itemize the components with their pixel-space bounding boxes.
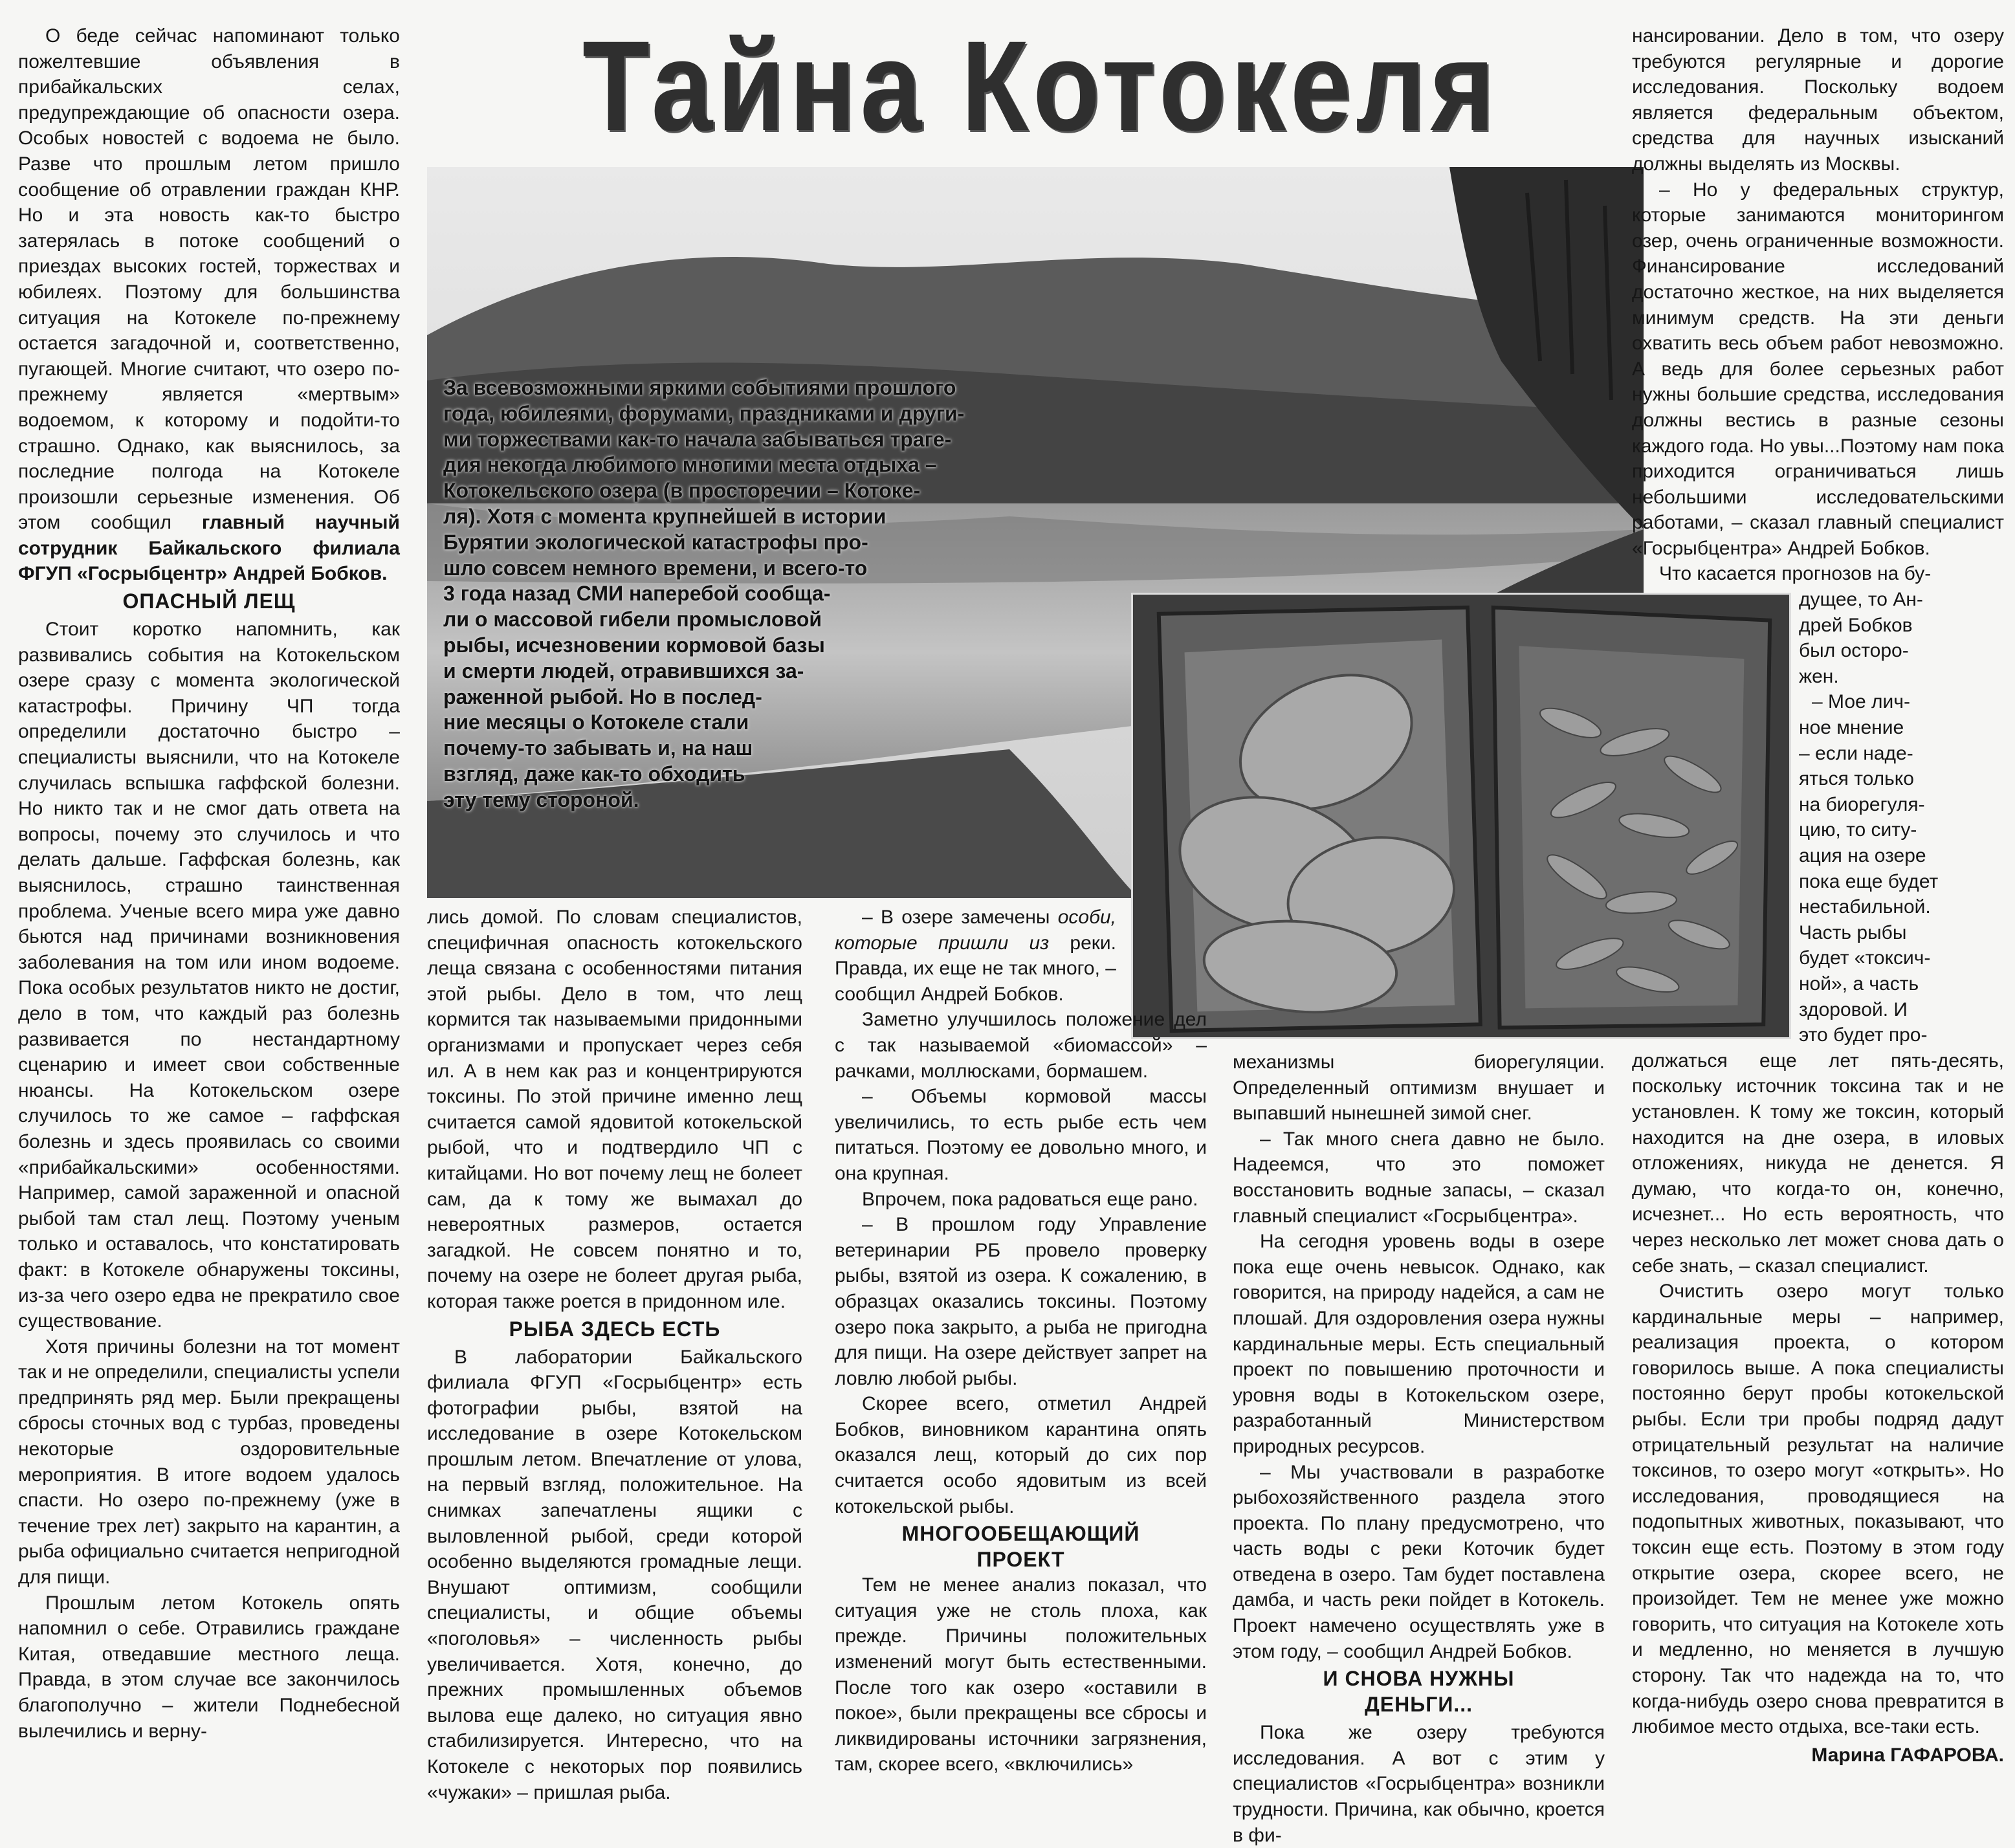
paragraph-text: реки. Правда, их еще не так много, – сообщил Андрей Бобков. [835,932,1116,1005]
section-heading: ОПАСНЫЙ ЛЕЩ [122,589,296,613]
paragraph-line: нестабильной. [1799,896,1931,918]
paragraph: лись домой. По словам специалистов, специфичная опасность котокельского леща связана с особенностями питания этой рыбы. Дело в том, что лещ кормится так называемыми придонными организмами и пропускает через себя ил. А в нем как раз и концентрируются токсины. По этой причине именно лещ считается самой ядовитой котокельской рыбой, что и подтвердило ЧП с китайцами. Но вот почему лещ не болеет сам, да к тому же вымахал до невероятных размеров, остается загадкой. Не совсем понятно и то, почему на озере не болеет другая рыба, которая также роется в придонном иле. [427,907,802,1312]
paragraph [18,23,400,587]
paragraph: Стоит коротко напомнить, как развивались события на Котокельском озере сразу с момента экологической катастрофы. Причину ЧП тогда определили достаточно быстро – специалисты выяснили, что на Котокеле случилась вспышка гаффской болезни. Но никто так и не смог дать ответа на вопросы, почему это случилось и что делать дальше. Гаффская болезнь, как выяснилось, страшно таинственная проблема. Ученые всего мира уже давно бьются над причинами возникновения заболевания на том или ином водоеме. Пока особых результатов никто не достиг, дело в том, что каждый раз болезнь развивается по нестандартному сценарию и имеет свои собственные нюансы. На Котокельском озере случилось то же самое – гаффская болезнь и здесь проявилась со своими «прибайкальскими» особенностями. Например, самой зараженной и опасной рыбой там стал лещ. Поэтому ученым только и оставалось, что констатировать факт: в Котокеле обнаружены токсины, из-за чего озеро едва не прекратило свое существование. [18,619,400,1332]
paragraph-line: дущее, то Ан- [1799,589,1923,611]
section-heading: РЫБА ЗДЕСЬ ЕСТЬ [509,1317,721,1341]
author-signature: Марина ГАФАРОВА. [1811,1744,2004,1766]
paragraph-line: Часть рыбы [1799,921,1907,943]
article-column-1 [18,23,400,1744]
paragraph: Прошлым летом Котокель опять напомнил о себе. Отравились граждане Китая, отведавшие местного леща. Правда, в этом случае все закончилось благополучно – жители Поднебесной вылечились и верну- [18,1592,400,1742]
paragraph-line: – если наде- [1799,742,1913,764]
section-heading-line: ДЕНЬГИ... [1364,1693,1473,1717]
paragraph: механизмы биорегуляции. Определенный оптимизм внушает и выпавший нынешней зимой снег. [1233,1051,1605,1125]
paragraph-line: был осторо- [1799,640,1909,662]
paragraph-line: на биорегуля- [1799,793,1925,815]
article-column-2 [427,905,802,1805]
paragraph: – Так много снега давно не было. Надеемся, что это поможет восстановить водные запасы, – сказал главный специалист «Госрыбцентра». [1233,1128,1605,1227]
paragraph-line: яться только [1799,768,1914,790]
lead-line: и смерти людей, отравившихся за- [443,659,804,683]
paragraph: Пока же озеру требуются исследования. А вот с этим у специалистов «Госрыбцентра» возникли трудности. Причина, как обычно, кроется в фи- [1233,1722,1605,1846]
paragraph-line: ное мнение [1799,717,1904,739]
lead-line: рыбы, исчезновении кормовой базы [443,633,825,657]
paragraph-wrapped [1632,689,2004,1048]
paragraph: Тем не менее анализ показал, что ситуация уже не столь плоха, как прежде. Причины положительных изменений могут быть естественными. После того как озеро «оставили в покое», были прекращены все сбросы и ликвидированы источники загрязнения, там, скорее всего, «включились» [835,1574,1207,1776]
paragraph-line: ной», а часть [1799,973,1919,995]
paragraph-line: это будет про- [1799,1024,1928,1046]
paragraph: В лаборатории Байкальского филиала ФГУП «Госрыбцентр» есть фотографии рыбы, взятой на исследование в озере Котокельском прошлым летом. Впечатление от улова, на первый взгляд, положительное. На снимках запечатлены ящики с выловленной рыбой, среди которой особенно выделяются громадные лещи. Внушают оптимизм, сообщили специалисты, и общие объемы «поголовья» – численность рыбы увеличивается. Хотя, конечно, до прежних промышленных объемов вылова еще далеко, но ситуация явно стабилизируется. Интересно, что на Котокеле с некоторых пор появились «чужаки» – пришлая рыба. [427,1346,802,1803]
paragraph: – Объемы кормовой массы увеличились, то есть рыбе есть чем питаться. Поэтому ее довольно много, и она крупная. [835,1086,1207,1184]
article-column-5 [1632,23,2004,1768]
paragraph [835,905,1116,1007]
paragraph [1632,561,2004,689]
lead-line: шло совсем немного времени, и всего-то [443,556,868,580]
paragraph-text: О беде сейчас напоминают только пожелтевшие объявления в прибайкальских селах, предупреждающие об опасности озера. Особых новостей с водоема не было. Разве что прошлым летом пришло сообщение об отравлении граждан КНР. Но и эта новость как-то быстро затерялась в потоке сообщений о приездах высоких гостей, торжествах и юбилеях. Поэтому для большинства ситуация на Котокеле по-прежнему остается загадочной и, соответственно, пугающей. Многие считают, что озеро по-прежнему является «мертвым» водоемом, к которому и подойти-то страшно. Однако, как выяснилось, за последние полгода на Котокеле произошли серьезные изменения. Об этом сообщил [18,25,400,534]
section-heading [1233,1666,1605,1717]
paragraph-line: дрей Бобков [1799,614,1913,636]
paragraph: Заметно улучшилось положение дел с так называемой «биомассой» – рачками, моллюсками, бормашем. [835,1009,1207,1082]
paragraph-line: Что касается прогнозов на бу- [1659,563,1932,585]
paragraph: Хотя причины болезни на тот момент так и не определили, специалисты успели предпринять ряд мер. Были прекращены сбросы сточных вод с турбаз, проведены некоторые оздоровительные мероприятия. В итоге водоем удалось спасти. Но озеро по-прежнему (уже в течение трех лет) закрыто на карантин, а рыба официально считается непригодной для пищи. [18,1336,400,1589]
paragraph-italic-text: особи, которые пришли из [835,907,1116,954]
lead-line: почему-то забывать и, на наш [443,736,753,760]
paragraph: – В прошлом году Управление ветеринарии РБ провело проверку рыбы, взятой из озера. К сожалению, в образцах оказались токсины. Поэтому озеро пока закрыто, а рыба не пригодна для пищи. На озере действует запрет на ловлю любой рыбы. [835,1214,1207,1389]
paragraph-line: ация на озере [1799,845,1926,866]
paragraph-line: здоровой. И [1799,998,1908,1020]
lead-line: ние месяцы о Котокеле стали [443,710,749,734]
paragraph: нансировании. Дело в том, что озеру требуются регулярные и дорогие исследования. Поскольку водоем является федеральным объектом, средства для научных изысканий должны выделять из Москвы. [1632,25,2004,175]
lead-line: раженной рыбой. Но в послед- [443,685,762,709]
lead-line: взгляд, даже как-то обходить [443,762,745,786]
lead-line: ля). Хотя с момента крупнейшей в истории [443,504,886,528]
paragraph-line: цию, то ситу- [1799,819,1917,841]
paragraph-line: – Мое лич- [1812,691,1910,713]
section-heading-line: МНОГООБЕЩАЮЩИЙ [901,1522,1140,1546]
paragraph: Очистить озеро могут только кардинальные меры – например, реализация проекта, о котором говорилось выше. А пока специалисты постоянно берут пробы котокельской рыбы. Если три пробы подряд дадут отрицательный результат на наличие токсинов, то озеро могут «открыть». Но исследования, проводящиеся на подопытных животных, показывают, что токсин еще есть. Поэтому в этом году открытие озера, скорее всего, не произойдет. Тем не менее уже можно говорить, что ситуация на Котокеле хоть и медленно, но меняется в лучшую сторону. Так что надежда на то, что когда-нибудь озеро снова превратится в любимое место отдыха, все-таки есть. [1632,1281,2004,1738]
lead-line: года, юбилеями, форумами, праздниками и други- [443,401,965,425]
paragraph-line: будет «токсич- [1799,947,1931,969]
lead-line: Котокельского озера (в просторечии – Котоке- [443,479,921,503]
paragraph-bold-text: главный научный сотрудник Байкальского филиала ФГУП «Госрыбцентр» Андрей Бобков. [18,512,400,585]
article-title: Тайна Котокеля [582,14,1499,157]
paragraph: – Но у федеральных структур, которые занимаются мониторингом озер, очень ограниченные возможности. Финансирование исследований достаточно жесткое, на них выделяется минимум средств. На эти деньги охватить весь объем работ невозможно. А ведь для более серьезных работ нужны большие средства, исследования должны вестись в разные сезоны каждого года. Но увы...Поэтому нам пока приходится ограничиваться лишь небольшими исследовательскими работами, – сказал главный специалист «Госрыбцентра» Андрей Бобков. [1632,179,2004,559]
lead-line: эту тему стороной. [443,787,639,811]
paragraph: Скорее всего, отметил Андрей Бобков, виновником карантина опять оказался лещ, который до сих пор считается особо ядовитым из всей котокельской рыбы. [835,1393,1207,1517]
section-heading [835,1521,1207,1572]
lead-line: дия некогда любимого многими места отдыха – [443,453,937,477]
paragraph-line: жен. [1799,665,1839,687]
paragraph: – Мы участвовали в разработке рыбохозяйственного раздела этого проекта. По плану предусмотрено, что часть воды с реки Коточик будет отведена в озеро. Там будет поставлена дамба, и часть реки пойдет в Котокель. Проект намечено осуществлять уже в этом году, – сообщил Андрей Бобков. [1233,1461,1605,1662]
paragraph-text: – В озере замечены [862,907,1058,928]
section-heading-line: ПРОЕКТ [976,1548,1065,1572]
paragraph: На сегодня уровень воды в озере пока еще очень невысок. Однако, как говорится, на природу надейся, а сам не плошай. Для оздоровления озера нужны кардинальные меры. Есть специальный проект по повышению проточности и уровня воды в Котокельском озере, разработанный Министерством природных ресурсов. [1233,1231,1605,1457]
lead-line: ли о массовой гибели промысловой [443,608,822,632]
paragraph: Впрочем, пока радоваться еще рано. [862,1188,1198,1210]
lead-line: За всевозможными яркими событиями прошлого [443,376,956,399]
lead-line: 3 года назад СМИ наперебой сообща- [443,582,831,606]
lead-paragraph [443,375,1155,813]
article-column-4 [1233,1050,1605,1848]
lead-line: Бурятии экологической катастрофы про- [443,530,868,554]
article-column-3 [835,905,1207,1777]
paragraph: должаться еще лет пять-десять, поскольку источник токсина так и не установлен. К тому же токсин, который находится на дне озера, в иловых отложениях, никуда не денется. Я думаю, что когда-то он, конечно, исчезнет... Но есть вероятность, что через несколько лет может снова дать о себе знать, – сказал специалист. [1632,1050,2004,1277]
paragraph-line: пока еще будет [1799,870,1939,892]
lead-line: ми торжествами как-то начала забываться траге- [443,427,952,451]
section-heading-line: И СНОВА НУЖНЫ [1323,1667,1515,1691]
